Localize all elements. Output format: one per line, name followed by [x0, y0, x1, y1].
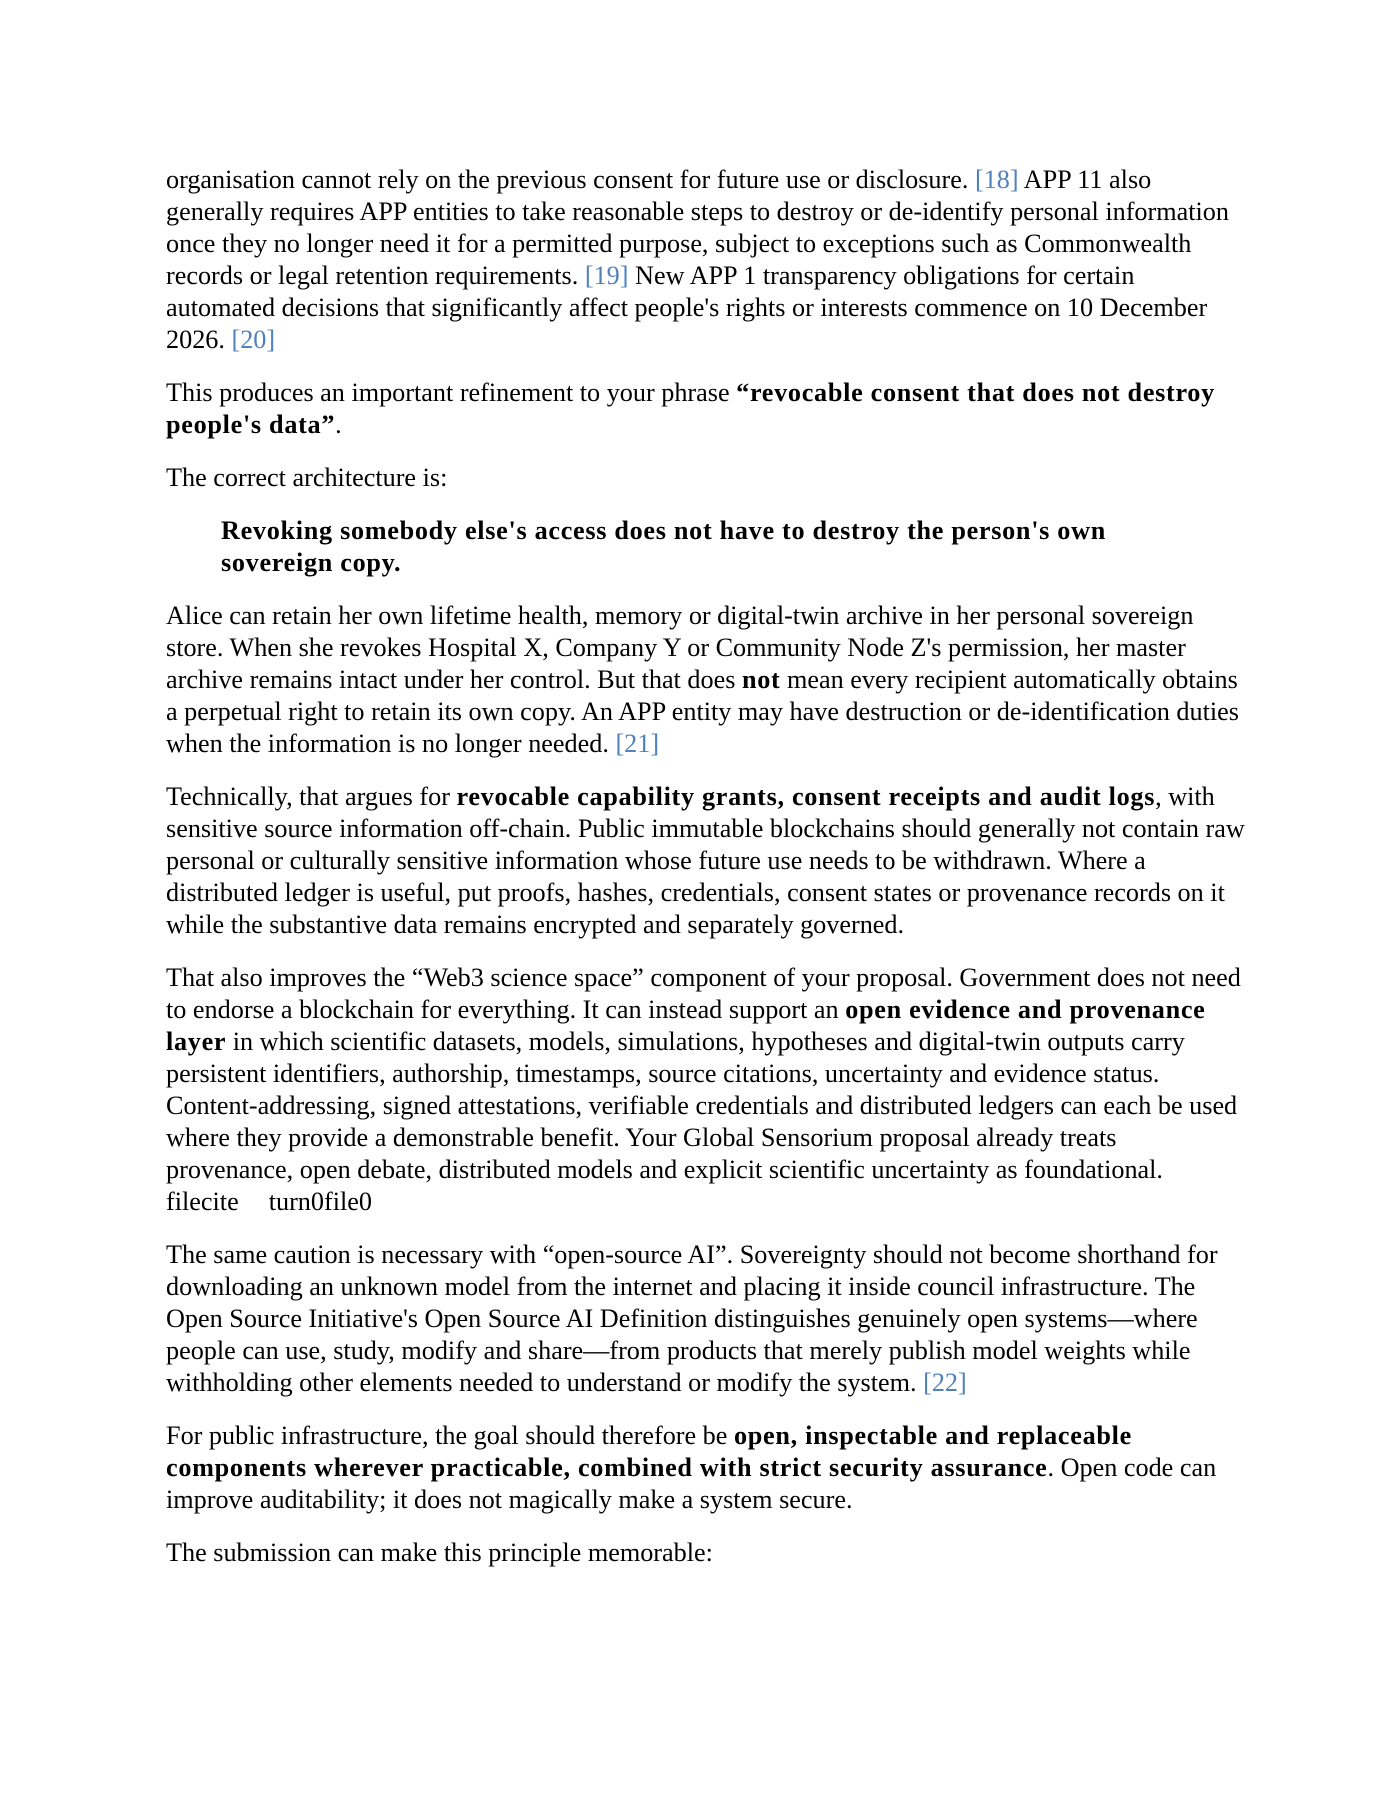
block-quote: Revoking somebody else's access does not have to destroy the person's own sovereign copy.	[221, 516, 1106, 577]
paragraph-technical-design: Technically, that argues for revocable capability grants, consent receipts and audit logs, with sensitive source information off-chain. Public immutable blockchains should generally not contain raw personal or culturally sensitive information whose future use needs to be withdrawn. Where a distributed ledger is useful, put proofs, hashes, credentials, consent states or provenance records on it while the substantive data remains encrypted and separately governed.	[166, 782, 1245, 939]
citation-link-20[interactable]: [20]	[231, 325, 276, 354]
citation-link-19[interactable]: [19]	[584, 261, 629, 290]
bold-open-components: open, inspectable and replaceable components wherever practicable, combined with strict security assurance	[166, 1421, 1132, 1482]
citation-link-22[interactable]: [22]	[923, 1368, 967, 1397]
paragraph-consent-retention: organisation cannot rely on the previous consent for future use or disclosure. [18] APP 11 also generally requires APP entities to take reasonable steps to destroy or de-identify personal information once they no longer need it for a permitted purpose, subject to exceptions such as Commonwealth records or legal retention requirements. [19] New APP 1 transparency obligations for certain automated decisions that significantly affect people's rights or interests commence on 10 December 2026. [20]	[166, 165, 1229, 354]
paragraph-public-infrastructure: For public infrastructure, the goal should therefore be open, inspectable and replaceable components wherever practicable, combined with strict security assurance. Open code can improve auditability; it does not magically make a system secure.	[166, 1421, 1217, 1514]
bold-word-not: not	[741, 665, 781, 694]
paragraph-open-source-ai: The same caution is necessary with “open-source AI”. Sovereignty should not become shorthand for downloading an unknown model from the internet and placing it inside council infrastructure. The Open Source Initiative's Open Source AI Definition distinguishes genuinely open systems—where people can use, study, modify and share—from products that merely publish model weights while withholding other elements needed to understand or modify the system. [22]	[166, 1240, 1218, 1397]
citation-link-18[interactable]: [18]	[974, 165, 1019, 194]
paragraph-alice-example: Alice can retain her own lifetime health, memory or digital-twin archive in her personal sovereign store. When she revokes Hospital X, Company Y or Community Node Z's permission, her master archive remains intact under her control. But that does not mean every recipient automatically obtains a perpetual right to retain its own copy. An APP entity may have destruction or de-identification duties when the information is no longer needed. [21]	[166, 601, 1239, 758]
bold-phrase: “revocable consent that does not destroy people's data”	[166, 378, 1215, 439]
paragraph-web3-science: That also improves the “Web3 science space” component of your proposal. Government does not need to endorse a blockchain for everything. It can instead support an open evidence and provenance layer in which scientific datasets, models, simulations, hypotheses and digital-twin outputs carry persistent identifiers, authorship, timestamps, source citations, uncertainty and evidence status. Content-addressing, signed attestations, verifiable credentials and distributed ledgers can each be used where they provide a demonstrable benefit. Your Global Sensorium proposal already treats provenance, open debate, distributed models and explicit scientific uncertainty as foundational.filecite turn0file0	[166, 963, 1241, 1216]
bold-capability-grants: revocable capability grants, consent receipts and audit logs	[456, 782, 1156, 811]
file-citation-id: turn0file0	[268, 1187, 372, 1216]
file-citation-marker: filecite	[166, 1187, 239, 1216]
paragraph-architecture-intro: The correct architecture is:	[166, 463, 448, 492]
document-page	[166, 164, 1246, 1590]
citation-link-21[interactable]: [21]	[615, 729, 660, 758]
paragraph-refinement: This produces an important refinement to your phrase “revocable consent that does not destroy people's data”.	[166, 378, 1215, 439]
paragraph-memorable-principle: The submission can make this principle memorable:	[166, 1538, 713, 1567]
bold-evidence-layer: open evidence and provenance layer	[166, 995, 1206, 1056]
